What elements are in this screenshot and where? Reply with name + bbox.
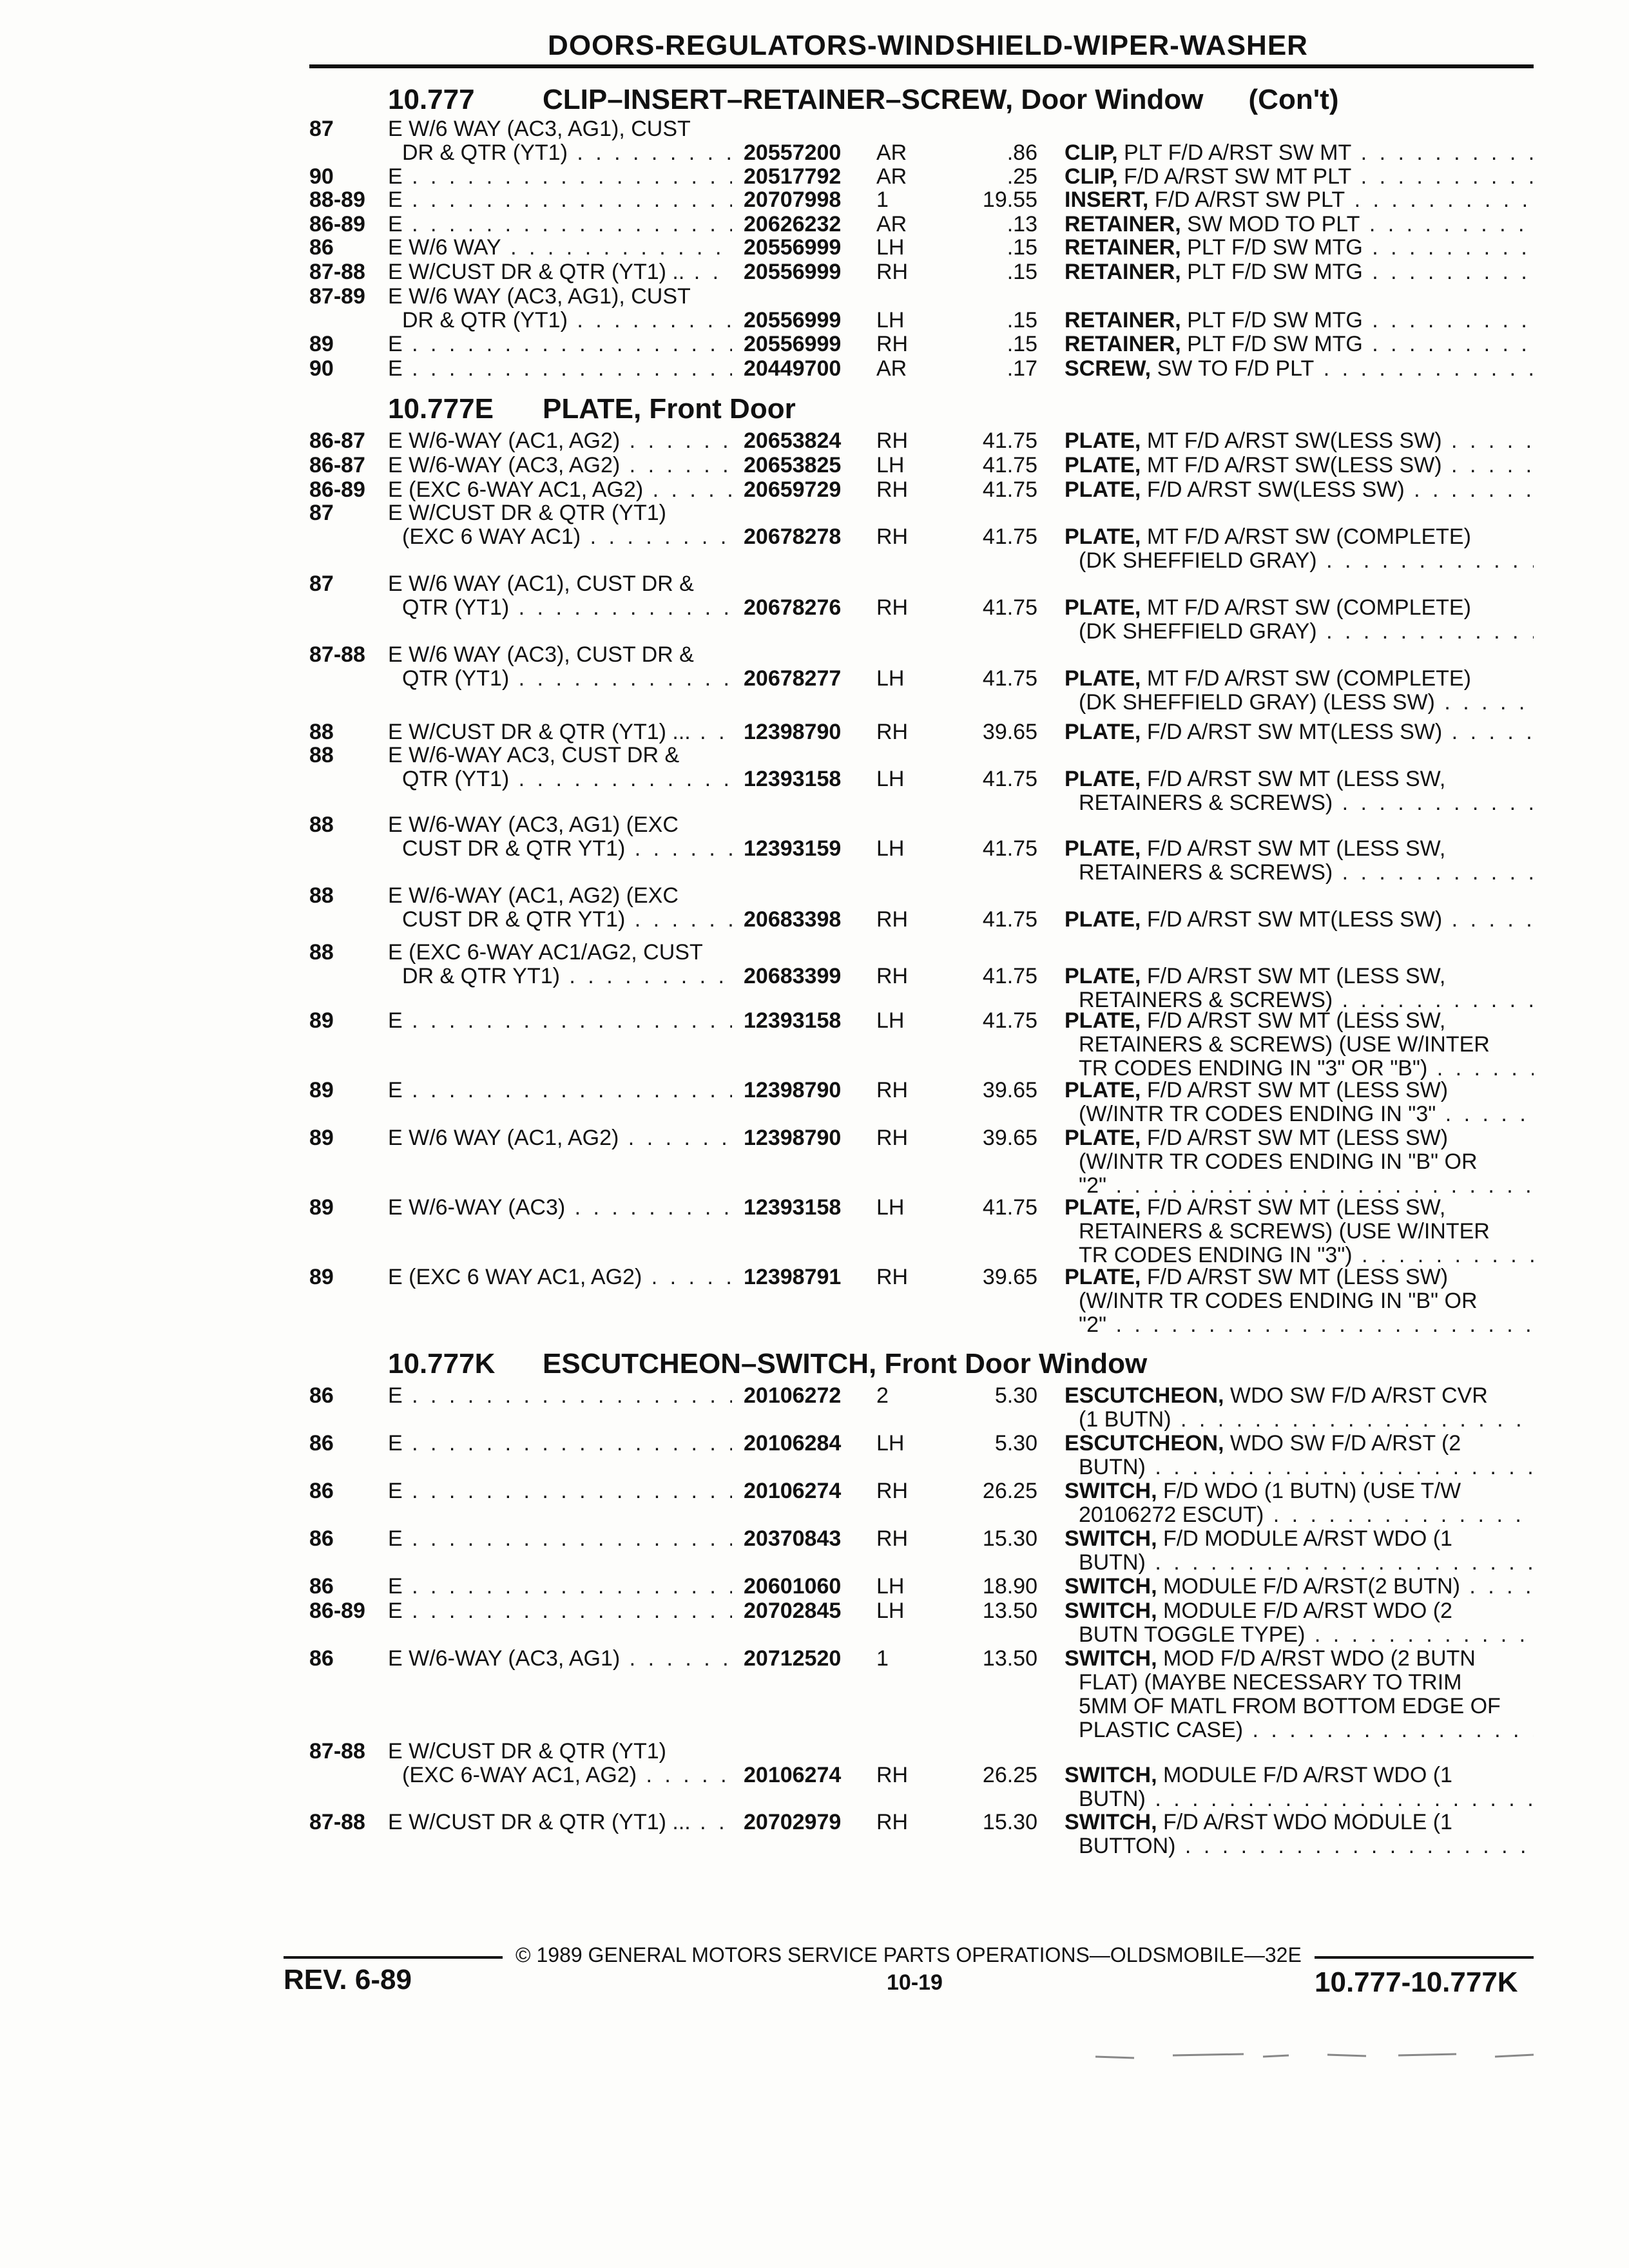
part-description: RETAINERS & SCREWS) (USE W/INTER: [1079, 1219, 1490, 1244]
price: 26.25: [982, 1763, 1037, 1787]
model-year: 87-89: [309, 284, 365, 309]
price: 41.75: [982, 836, 1037, 861]
part-number: 20653825: [744, 453, 842, 477]
part-description: BUTTON) . . .: [1079, 1834, 1534, 1858]
part-number: 20653824: [744, 428, 842, 453]
header-rule: [309, 64, 1534, 68]
part-description: PLATE, MT F/D A/RST SW(LESS SW) . . .: [1065, 429, 1534, 453]
application-text: E (EXC 6 WAY AC1, AG2) . . .: [388, 1265, 732, 1289]
quantity: RH: [876, 1763, 909, 1787]
part-description: RETAINER, PLT F/D SW MTG . . .: [1065, 332, 1534, 356]
part-description: "2" . . .: [1079, 1313, 1534, 1337]
model-year: 88: [309, 743, 334, 767]
part-number: 20678277: [744, 666, 842, 691]
model-year: 86-87: [309, 428, 365, 453]
application-text: E . . .: [388, 1599, 732, 1623]
quantity: RH: [876, 907, 909, 932]
part-description: 20106272 ESCUT) . . .: [1079, 1503, 1534, 1527]
part-number: 12393159: [744, 836, 842, 861]
part-number: 20678276: [744, 595, 842, 620]
model-year: 89: [309, 1078, 334, 1102]
price: 5.30: [994, 1383, 1037, 1408]
part-description: PLATE, F/D A/RST SW MT (LESS SW): [1065, 1078, 1449, 1102]
price: 41.75: [982, 524, 1037, 549]
part-number: 12398790: [744, 1126, 842, 1150]
part-description: SWITCH, F/D A/RST WDO MODULE (1: [1065, 1810, 1452, 1834]
part-number: 12398790: [744, 720, 842, 744]
footer-rule: [1315, 1956, 1534, 1959]
part-number: 20556999: [744, 260, 842, 284]
quantity: RH: [876, 1078, 909, 1102]
application-text: E . . .: [388, 357, 732, 381]
part-number: 20106284: [744, 1431, 842, 1456]
model-year: 89: [309, 332, 334, 356]
part-number: 20556999: [744, 332, 842, 356]
part-description: PLATE, F/D A/RST SW MT (LESS SW): [1065, 1126, 1449, 1150]
price: 19.55: [982, 187, 1037, 212]
quantity: RH: [876, 595, 909, 620]
model-year: 89: [309, 1008, 334, 1033]
part-description: BUTN) . . .: [1079, 1456, 1534, 1479]
part-description: (W/INTR TR CODES ENDING IN "3" . . .: [1079, 1102, 1534, 1126]
quantity: RH: [876, 428, 909, 453]
part-description: ESCUTCHEON, WDO SW F/D A/RST CVR: [1065, 1383, 1488, 1408]
quantity: RH: [876, 524, 909, 549]
quantity: LH: [876, 235, 905, 260]
part-description: ESCUTCHEON, WDO SW F/D A/RST (2: [1065, 1431, 1461, 1456]
part-description: SWITCH, F/D MODULE A/RST WDO (1: [1065, 1526, 1452, 1551]
part-description: INSERT, F/D A/RST SW PLT . . .: [1065, 188, 1534, 212]
application-text: E W/6-WAY (AC3, AG2) . . .: [388, 454, 732, 477]
part-number: 12393158: [744, 1195, 842, 1220]
part-description: CLIP, F/D A/RST SW MT PLT . . .: [1065, 165, 1534, 189]
part-description: BUTN TOGGLE TYPE) . . .: [1079, 1623, 1534, 1647]
model-year: 86: [309, 1574, 334, 1599]
part-description: (DK SHEFFIELD GRAY) . . .: [1079, 549, 1534, 573]
section-code: 10.777: [388, 84, 475, 115]
quantity: LH: [876, 666, 905, 691]
model-year: 87: [309, 572, 334, 596]
part-description: RETAINER, PLT F/D SW MTG . . .: [1065, 236, 1534, 260]
quantity: 1: [876, 1646, 889, 1671]
quantity: RH: [876, 1479, 909, 1503]
quantity: 1: [876, 187, 889, 212]
price: 5.30: [994, 1431, 1037, 1456]
application-text: E W/CUST DR & QTR (YT1) ... . . .: [388, 1811, 732, 1834]
quantity: RH: [876, 260, 909, 284]
part-description: PLASTIC CASE) . . .: [1079, 1718, 1534, 1742]
footer-copyright: © 1989 GENERAL MOTORS SERVICE PARTS OPERATIONS—OLDSMOBILE—32E: [516, 1943, 1302, 1966]
price: 13.50: [982, 1646, 1037, 1671]
quantity: LH: [876, 1574, 905, 1599]
application-text: E . . .: [388, 1527, 732, 1551]
model-year: 87: [309, 117, 334, 141]
price: 39.65: [982, 1126, 1037, 1150]
part-description: PLATE, MT F/D A/RST SW (COMPLETE): [1065, 595, 1471, 620]
part-description: FLAT) (MAYBE NECESSARY TO TRIM: [1079, 1670, 1462, 1695]
application-text: E . . .: [388, 1009, 732, 1033]
part-description: (DK SHEFFIELD GRAY) (LESS SW) . . .: [1079, 691, 1534, 715]
price: 26.25: [982, 1479, 1037, 1503]
application-text: DR & QTR YT1) . . .: [402, 965, 732, 988]
price: .17: [1007, 356, 1037, 381]
section-title-plate: [388, 393, 796, 425]
application-text: QTR (YT1) . . .: [402, 767, 732, 791]
part-description: (DK SHEFFIELD GRAY) . . .: [1079, 620, 1534, 644]
application-text: E W/6-WAY (AC3, AG1) . . .: [388, 1647, 732, 1671]
application-text: QTR (YT1) . . .: [402, 596, 732, 620]
model-year: 88: [309, 812, 334, 837]
model-year: 86-89: [309, 212, 365, 236]
part-description: TR CODES ENDING IN "3") . . .: [1079, 1244, 1534, 1267]
price: .86: [1007, 140, 1037, 165]
quantity: LH: [876, 1431, 905, 1456]
model-year: 86-87: [309, 453, 365, 477]
price: 41.75: [982, 907, 1037, 932]
part-description: (W/INTR TR CODES ENDING IN "B" OR: [1079, 1289, 1478, 1313]
part-number: 20659729: [744, 477, 842, 502]
price: 18.90: [982, 1574, 1037, 1599]
quantity: AR: [876, 164, 907, 189]
page-header-title: DOORS-REGULATORS-WINDSHIELD-WIPER-WASHER: [548, 30, 1308, 61]
model-year: 89: [309, 1265, 334, 1289]
application-text: E . . .: [388, 332, 732, 356]
application-text: CUST DR & QTR YT1) . . .: [402, 908, 732, 932]
quantity: LH: [876, 767, 905, 791]
price: 13.50: [982, 1599, 1037, 1623]
model-year: 88: [309, 940, 334, 965]
application-text: E W/6-WAY (AC3) . . .: [388, 1196, 732, 1220]
quantity: LH: [876, 836, 905, 861]
quantity: RH: [876, 477, 909, 502]
part-description: RETAINER, PLT F/D SW MTG . . .: [1065, 309, 1534, 332]
part-description: RETAINERS & SCREWS) . . .: [1079, 791, 1534, 815]
part-description: CLIP, PLT F/D A/RST SW MT . . .: [1065, 141, 1534, 165]
application-text: E W/6-WAY (AC1, AG2) . . .: [388, 429, 732, 453]
application-text: E W/CUST DR & QTR (YT1) .. . . .: [388, 260, 732, 284]
part-description: PLATE, F/D A/RST SW(LESS SW) . . .: [1065, 478, 1534, 502]
part-description: (W/INTR TR CODES ENDING IN "B" OR: [1079, 1149, 1478, 1174]
part-number: 12398790: [744, 1078, 842, 1102]
application-text: E W/6 WAY (AC3), CUST DR &: [388, 642, 694, 667]
part-description: BUTN) . . .: [1079, 1551, 1534, 1575]
price: 41.75: [982, 1008, 1037, 1033]
part-description: RETAINERS & SCREWS) (USE W/INTER: [1079, 1032, 1490, 1057]
part-description: PLATE, F/D A/RST SW MT (LESS SW,: [1065, 1195, 1446, 1220]
footer-rule: [284, 1956, 503, 1959]
price: 39.65: [982, 720, 1037, 744]
quantity: RH: [876, 1265, 909, 1289]
price: 15.30: [982, 1526, 1037, 1551]
price: 41.75: [982, 1195, 1037, 1220]
part-description: PLATE, F/D A/RST SW MT (LESS SW,: [1065, 767, 1446, 791]
application-text: E (EXC 6-WAY AC1, AG2) . . .: [388, 478, 732, 502]
part-number: 20556999: [744, 235, 842, 260]
part-description: SWITCH, MODULE F/D A/RST(2 BUTN) . . .: [1065, 1575, 1534, 1599]
part-number: 20678278: [744, 524, 842, 549]
part-description: BUTN) . . .: [1079, 1787, 1534, 1811]
part-description: RETAINER, PLT F/D SW MTG . . .: [1065, 260, 1534, 284]
price: 41.75: [982, 964, 1037, 988]
model-year: 86: [309, 1646, 334, 1671]
model-year: 88: [309, 883, 334, 908]
part-description: PLATE, F/D A/RST SW MT (LESS SW,: [1065, 964, 1446, 988]
application-text: (EXC 6-WAY AC1, AG2) . . .: [402, 1763, 732, 1787]
section-name: PLATE, Front Door: [543, 393, 796, 425]
price: .15: [1007, 332, 1037, 356]
part-description: TR CODES ENDING IN "3" OR "B") . . .: [1079, 1057, 1534, 1081]
application-text: E W/6 WAY (AC1, AG2) . . .: [388, 1126, 732, 1150]
quantity: 2: [876, 1383, 889, 1408]
application-text: E W/CUST DR & QTR (YT1) ... . . .: [388, 720, 732, 744]
part-number: 20712520: [744, 1646, 842, 1671]
part-description: PLATE, F/D A/RST SW MT(LESS SW) . . .: [1065, 720, 1534, 744]
part-number: 20449700: [744, 356, 842, 381]
part-number: 20106274: [744, 1763, 842, 1787]
part-number: 20370843: [744, 1526, 842, 1551]
quantity: RH: [876, 1126, 909, 1150]
part-description: SWITCH, MOD F/D A/RST WDO (2 BUTN: [1065, 1646, 1476, 1671]
application-text: E . . .: [388, 188, 732, 212]
price: .15: [1007, 308, 1037, 332]
part-description: "2" . . .: [1079, 1174, 1534, 1198]
model-year: 86: [309, 1431, 334, 1456]
price: .15: [1007, 235, 1037, 260]
application-text: E W/6 WAY (AC1), CUST DR &: [388, 572, 694, 596]
quantity: RH: [876, 332, 909, 356]
model-year: 87: [309, 501, 334, 525]
application-text: E (EXC 6-WAY AC1/AG2, CUST: [388, 940, 703, 965]
price: 41.75: [982, 595, 1037, 620]
price: 41.75: [982, 453, 1037, 477]
part-description: PLATE, F/D A/RST SW MT (LESS SW,: [1065, 836, 1446, 861]
part-number: 20707998: [744, 187, 842, 212]
application-text: E W/6 WAY (AC3, AG1), CUST: [388, 117, 691, 141]
model-year: 88: [309, 720, 334, 744]
model-year: 87-88: [309, 1810, 365, 1834]
part-number: 20557200: [744, 140, 842, 165]
section-title-clip-insert: [388, 84, 1338, 116]
footer-section-range: 10.777-10.777K: [1315, 1966, 1518, 1998]
price: 41.75: [982, 767, 1037, 791]
part-number: 20556999: [744, 308, 842, 332]
section-title-escutcheon-switch: [388, 1348, 1147, 1380]
model-year: 89: [309, 1126, 334, 1150]
part-number: 12393158: [744, 1008, 842, 1033]
part-description: PLATE, MT F/D A/RST SW(LESS SW) . . .: [1065, 454, 1534, 477]
application-text: E W/6-WAY (AC1, AG2) (EXC: [388, 883, 679, 908]
application-text: E . . .: [388, 1479, 732, 1503]
part-number: 20626232: [744, 212, 842, 236]
part-description: 5MM OF MATL FROM BOTTOM EDGE OF: [1079, 1694, 1501, 1718]
application-text: E W/CUST DR & QTR (YT1): [388, 501, 666, 525]
part-description: PLATE, MT F/D A/RST SW (COMPLETE): [1065, 666, 1471, 691]
model-year: 86-89: [309, 1599, 365, 1623]
part-number: 12398791: [744, 1265, 842, 1289]
application-text: E W/CUST DR & QTR (YT1): [388, 1739, 666, 1763]
quantity: LH: [876, 453, 905, 477]
model-year: 86: [309, 1526, 334, 1551]
quantity: LH: [876, 1599, 905, 1623]
application-text: DR & QTR (YT1) . . .: [402, 141, 732, 165]
price: .25: [1007, 164, 1037, 189]
part-description: SWITCH, MODULE F/D A/RST WDO (1: [1065, 1763, 1452, 1787]
part-description: (1 BUTN) . . .: [1079, 1408, 1534, 1432]
model-year: 86-89: [309, 477, 365, 502]
price: .13: [1007, 212, 1037, 236]
section-code: 10.777E: [388, 393, 494, 425]
part-description: RETAINERS & SCREWS) . . .: [1079, 861, 1534, 885]
quantity: AR: [876, 356, 907, 381]
part-number: 20517792: [744, 164, 842, 189]
model-year: 86: [309, 235, 334, 260]
quantity: RH: [876, 964, 909, 988]
model-year: 89: [309, 1195, 334, 1220]
part-number: 20702845: [744, 1599, 842, 1623]
section-name: ESCUTCHEON–SWITCH, Front Door Window: [543, 1348, 1148, 1379]
part-description: PLATE, F/D A/RST SW MT (LESS SW,: [1065, 1008, 1446, 1033]
footer-revision: REV. 6-89: [284, 1964, 412, 1995]
price: 15.30: [982, 1810, 1037, 1834]
quantity: LH: [876, 1195, 905, 1220]
part-description: PLATE, F/D A/RST SW MT(LESS SW) . . .: [1065, 908, 1534, 932]
price: 39.65: [982, 1265, 1037, 1289]
quantity: AR: [876, 212, 907, 236]
model-year: 86: [309, 1479, 334, 1503]
quantity: RH: [876, 720, 909, 744]
price: 41.75: [982, 428, 1037, 453]
application-text: E . . .: [388, 165, 732, 189]
application-text: E . . .: [388, 213, 732, 236]
application-text: DR & QTR (YT1) . . .: [402, 309, 732, 332]
model-year: 90: [309, 356, 334, 381]
application-text: E . . .: [388, 1575, 732, 1599]
model-year: 87-88: [309, 1739, 365, 1763]
part-number: 20106274: [744, 1479, 842, 1503]
application-text: E . . .: [388, 1384, 732, 1408]
model-year: 87-88: [309, 260, 365, 284]
scan-artifact-icon: [1095, 2049, 1585, 2062]
application-text: (EXC 6 WAY AC1) . . .: [402, 525, 732, 549]
application-text: E . . .: [388, 1432, 732, 1456]
part-number: 20106272: [744, 1383, 842, 1408]
application-text: E . . .: [388, 1079, 732, 1102]
model-year: 90: [309, 164, 334, 189]
part-description: RETAINER, SW MOD TO PLT . . .: [1065, 213, 1534, 236]
part-description: SWITCH, MODULE F/D A/RST WDO (2: [1065, 1599, 1452, 1623]
quantity: RH: [876, 1526, 909, 1551]
price: 39.65: [982, 1078, 1037, 1102]
application-text: E W/6-WAY (AC3, AG1) (EXC: [388, 812, 679, 837]
application-text: E W/6 WAY . . .: [388, 236, 732, 260]
quantity: AR: [876, 140, 907, 165]
part-number: 20601060: [744, 1574, 842, 1599]
part-description: SWITCH, F/D WDO (1 BUTN) (USE T/W: [1065, 1479, 1461, 1503]
price: 41.75: [982, 666, 1037, 691]
price: 41.75: [982, 477, 1037, 502]
part-description: PLATE, MT F/D A/RST SW (COMPLETE): [1065, 524, 1471, 549]
model-year: 86: [309, 1383, 334, 1408]
part-number: 20683398: [744, 907, 842, 932]
quantity: LH: [876, 308, 905, 332]
section-continued: (Con't): [1248, 84, 1339, 115]
quantity: LH: [876, 1008, 905, 1033]
section-name: CLIP–INSERT–RETAINER–SCREW, Door Window: [543, 84, 1204, 115]
part-number: 12393158: [744, 767, 842, 791]
model-year: 87-88: [309, 642, 365, 667]
footer-page-number: 10-19: [887, 1970, 943, 1995]
part-number: 20683399: [744, 964, 842, 988]
part-description: SCREW, SW TO F/D PLT . . .: [1065, 357, 1534, 381]
application-text: CUST DR & QTR YT1) . . .: [402, 837, 732, 861]
section-code: 10.777K: [388, 1348, 496, 1379]
model-year: 88-89: [309, 187, 365, 212]
part-number: 20702979: [744, 1810, 842, 1834]
quantity: RH: [876, 1810, 909, 1834]
price: .15: [1007, 260, 1037, 284]
application-text: E W/6 WAY (AC3, AG1), CUST: [388, 284, 691, 309]
part-description: RETAINERS & SCREWS) . . .: [1079, 988, 1534, 1012]
application-text: QTR (YT1) . . .: [402, 667, 732, 691]
part-description: PLATE, F/D A/RST SW MT (LESS SW): [1065, 1265, 1449, 1289]
application-text: E W/6-WAY AC3, CUST DR &: [388, 743, 680, 767]
